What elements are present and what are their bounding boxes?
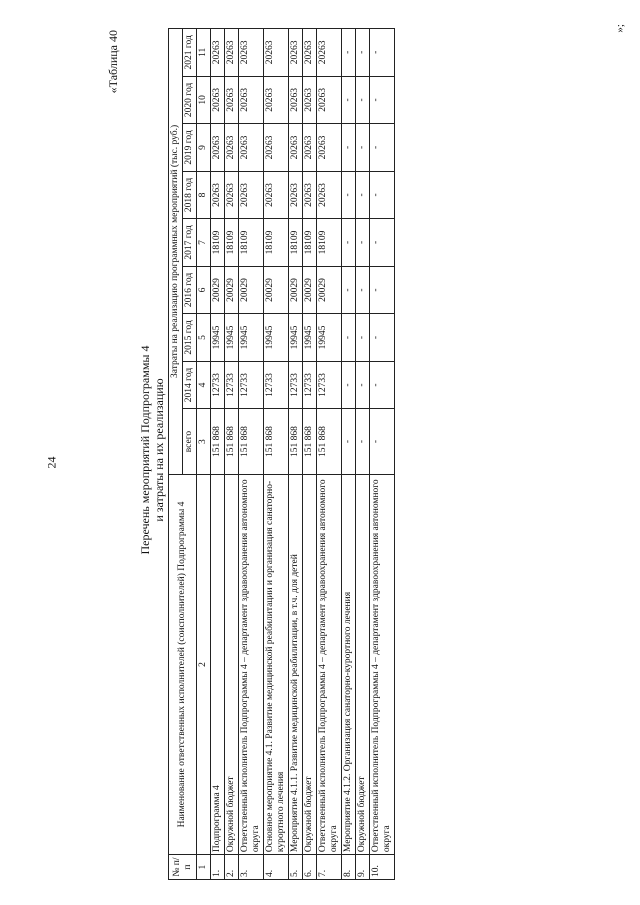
table-row: [303, 29, 317, 880]
row-year-value: 19945: [225, 314, 239, 362]
header-column-number: 9: [197, 124, 211, 172]
row-name: Ответственный исполнитель Подпрограммы 4 – департамент здравоохранения автономного округа: [239, 474, 264, 854]
title-line-2: и затраты на их реализацию: [152, 378, 166, 522]
row-year-value: 20263: [239, 76, 264, 124]
row-year-value: 20263: [239, 124, 264, 172]
row-year-value: 20029: [264, 266, 289, 314]
header-column-number: 1: [197, 855, 211, 880]
row-year-value: 20263: [303, 29, 317, 77]
row-year-value: 20263: [239, 29, 264, 77]
row-year-value: 12733: [211, 361, 225, 409]
row-year-value: 12733: [264, 361, 289, 409]
row-number: 3.: [239, 855, 264, 880]
row-year-value: 20029: [239, 266, 264, 314]
costs-table: [168, 28, 395, 880]
header-column-number: 8: [197, 171, 211, 219]
header-column-number: 3: [197, 409, 211, 475]
row-total: 151 868: [317, 409, 342, 475]
row-year-value: -: [356, 361, 370, 409]
row-year-value: 20029: [289, 266, 303, 314]
header-total: всего: [183, 409, 197, 475]
header-year: 2018 год: [183, 171, 197, 219]
row-year-value: 20263: [264, 124, 289, 172]
row-year-value: 20029: [303, 266, 317, 314]
row-number: 10.: [370, 855, 395, 880]
row-total: 151 868: [289, 409, 303, 475]
row-number: 4.: [264, 855, 289, 880]
table-body: [211, 29, 395, 880]
header-year: 2017 год: [183, 219, 197, 267]
row-year-value: -: [356, 29, 370, 77]
header-column-number: 6: [197, 266, 211, 314]
header-column-number: 7: [197, 219, 211, 267]
row-total: -: [342, 409, 356, 475]
header-column-number: 10: [197, 76, 211, 124]
row-year-value: -: [342, 171, 356, 219]
table-row: [225, 29, 239, 880]
rotated-page-content: [20, 10, 626, 890]
row-year-value: 20263: [264, 29, 289, 77]
row-year-value: 20263: [225, 124, 239, 172]
table-row: [356, 29, 370, 880]
table-row: [342, 29, 356, 880]
header-year: 2020 год: [183, 76, 197, 124]
row-year-value: 20263: [211, 76, 225, 124]
row-year-value: -: [342, 266, 356, 314]
row-year-value: 20263: [239, 171, 264, 219]
row-total: 151 868: [225, 409, 239, 475]
table-row: [264, 29, 289, 880]
closing-quote-mark: »;: [614, 24, 626, 33]
table-title: [138, 10, 166, 890]
header-column-number: 11: [197, 29, 211, 77]
table-row: [211, 29, 225, 880]
page-number: 24: [44, 456, 59, 469]
row-name: Окружной бюджет: [303, 474, 317, 854]
row-year-value: 20263: [303, 171, 317, 219]
table-label: «Таблица 40: [106, 30, 120, 94]
row-year-value: -: [370, 266, 395, 314]
row-year-value: 18109: [211, 219, 225, 267]
row-year-value: -: [356, 76, 370, 124]
row-year-value: -: [342, 29, 356, 77]
row-year-value: 12733: [225, 361, 239, 409]
row-year-value: 18109: [225, 219, 239, 267]
row-year-value: 20263: [317, 76, 342, 124]
row-name: Мероприятие 4.1.1. Развитие медицинской реабилитации, в т.ч. для детей: [289, 474, 303, 854]
row-total: 151 868: [303, 409, 317, 475]
header-name: Наименование ответственных исполнителей (соисполнителей) Подпрограммы 4: [169, 474, 197, 854]
row-year-value: -: [356, 266, 370, 314]
table-row: [317, 29, 342, 880]
row-year-value: -: [342, 124, 356, 172]
header-year: 2021 год: [183, 29, 197, 77]
row-number: 1.: [211, 855, 225, 880]
header-year: 2016 год: [183, 266, 197, 314]
row-year-value: 20263: [289, 124, 303, 172]
row-year-value: 18109: [317, 219, 342, 267]
row-name: Подпрограмма 4: [211, 474, 225, 854]
row-year-value: -: [342, 314, 356, 362]
row-year-value: -: [370, 76, 395, 124]
table-header: [169, 29, 211, 880]
row-year-value: -: [342, 76, 356, 124]
table-row: [239, 29, 264, 880]
row-total: 151 868: [211, 409, 225, 475]
row-year-value: 19945: [317, 314, 342, 362]
table-row: [370, 29, 395, 880]
row-year-value: -: [356, 219, 370, 267]
row-name: Основное мероприятие 4.1. Развитие медицинской реабилитации и организация санаторно-курортного лечения: [264, 474, 289, 854]
row-number: 2.: [225, 855, 239, 880]
row-name: Мероприятие 4.1.2. Организация санаторно-курортного лечения: [342, 474, 356, 854]
row-number: 6.: [303, 855, 317, 880]
row-year-value: 19945: [211, 314, 225, 362]
row-year-value: 20263: [317, 29, 342, 77]
row-year-value: 20263: [264, 171, 289, 219]
row-total: 151 868: [239, 409, 264, 475]
row-year-value: 12733: [317, 361, 342, 409]
row-year-value: 18109: [239, 219, 264, 267]
header-year: 2015 год: [183, 314, 197, 362]
row-year-value: 20263: [264, 76, 289, 124]
row-year-value: 18109: [264, 219, 289, 267]
row-year-value: 20263: [289, 29, 303, 77]
row-year-value: 20263: [225, 171, 239, 219]
row-year-value: 20263: [317, 124, 342, 172]
row-year-value: 18109: [289, 219, 303, 267]
row-year-value: -: [370, 314, 395, 362]
row-number: 8.: [342, 855, 356, 880]
row-name: Окружной бюджет: [225, 474, 239, 854]
row-year-value: 19945: [289, 314, 303, 362]
row-year-value: 20263: [225, 29, 239, 77]
row-number: 7.: [317, 855, 342, 880]
row-year-value: -: [356, 314, 370, 362]
row-year-value: -: [370, 29, 395, 77]
row-year-value: 20029: [225, 266, 239, 314]
row-year-value: 20263: [211, 29, 225, 77]
row-year-value: -: [370, 219, 395, 267]
row-year-value: 20263: [303, 76, 317, 124]
row-year-value: -: [370, 124, 395, 172]
header-year: 2014 год: [183, 361, 197, 409]
header-column-number: 4: [197, 361, 211, 409]
row-year-value: -: [370, 171, 395, 219]
row-number: 5.: [289, 855, 303, 880]
row-name: Ответственный исполнитель Подпрограммы 4 – департамент здравоохранения автономного округа: [317, 474, 342, 854]
row-year-value: 20029: [211, 266, 225, 314]
row-year-value: 20263: [317, 171, 342, 219]
header-year: 2019 год: [183, 124, 197, 172]
row-year-value: 12733: [303, 361, 317, 409]
row-year-value: -: [342, 361, 356, 409]
header-column-number: 5: [197, 314, 211, 362]
row-year-value: -: [356, 171, 370, 219]
title-line-1: Перечень мероприятий Подпрограммы 4: [138, 345, 152, 555]
row-year-value: 19945: [303, 314, 317, 362]
row-total: -: [370, 409, 395, 475]
row-year-value: 20263: [303, 124, 317, 172]
row-year-value: 20263: [225, 76, 239, 124]
header-costs-group: Затраты на реализацию программных мероприятий (тыс. руб.): [169, 29, 183, 475]
row-year-value: 20263: [211, 124, 225, 172]
header-num: № п/п: [169, 855, 197, 880]
row-year-value: 20029: [317, 266, 342, 314]
row-year-value: 19945: [264, 314, 289, 362]
row-number: 9.: [356, 855, 370, 880]
row-name: Ответственный исполнитель Подпрограммы 4 – департамент здравоохранения автономного округа: [370, 474, 395, 854]
row-year-value: 20263: [211, 171, 225, 219]
row-total: 151 868: [264, 409, 289, 475]
row-year-value: -: [342, 219, 356, 267]
row-year-value: 20263: [289, 76, 303, 124]
row-year-value: 12733: [289, 361, 303, 409]
row-total: -: [356, 409, 370, 475]
row-year-value: -: [356, 124, 370, 172]
header-column-number: 2: [197, 474, 211, 854]
row-year-value: 12733: [239, 361, 264, 409]
row-year-value: 19945: [239, 314, 264, 362]
row-year-value: 18109: [303, 219, 317, 267]
row-year-value: -: [370, 361, 395, 409]
row-year-value: 20263: [289, 171, 303, 219]
table-row: [289, 29, 303, 880]
row-name: Окружной бюджет: [356, 474, 370, 854]
